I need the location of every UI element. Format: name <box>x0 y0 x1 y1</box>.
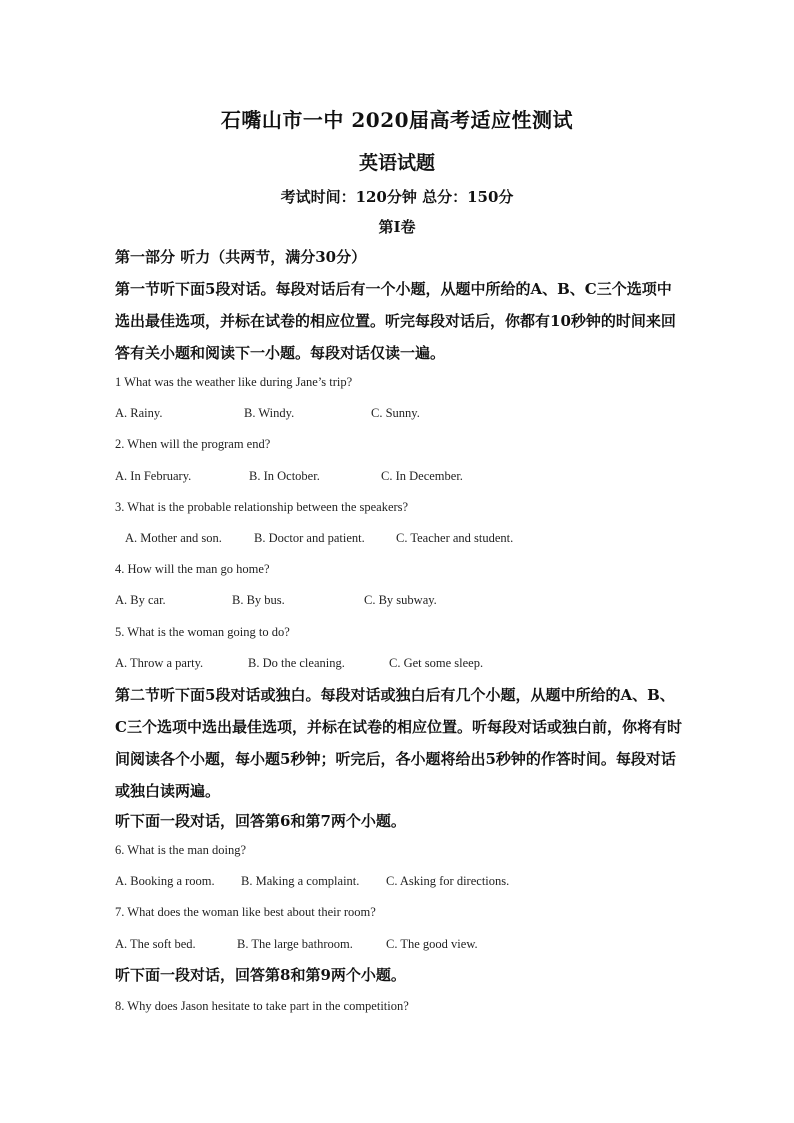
section1-instructions: 第一节听下面5段对话。每段对话后有一个小题，从题中所给的A、B、C三个选项中选出最佳选项，并标在试卷的相应位置。听完每段对话后，你都有10秒钟的时间来回答有关小题和阅读下一小题。每段对话仅读一遍。 <box>115 280 676 362</box>
question-7-option-b: B. The large bathroom. <box>237 937 353 951</box>
question-1-option-b: B. Windy. <box>244 406 295 420</box>
question-5: 5. What is the woman going to do? <box>115 625 290 639</box>
question-6-option-b: B. Making a complaint. <box>241 874 360 888</box>
dialog-8-9-instruction: 听下面一段对话，回答第8和第9两个小题。 <box>115 966 406 984</box>
question-2-option-b: B. In October. <box>249 469 320 483</box>
question-4: 4. How will the man go home? <box>115 562 270 576</box>
question-2: 2. When will the program end? <box>115 437 271 451</box>
question-4-option-a: A. By car. <box>115 593 166 607</box>
question-3: 3. What is the probable relationship between the speakers? <box>115 500 409 514</box>
question-7: 7. What does the woman like best about their room? <box>115 905 376 919</box>
question-4-option-c: C. By subway. <box>364 593 437 607</box>
question-4-option-b: B. By bus. <box>232 593 285 607</box>
dialog-6-7-instruction: 听下面一段对话，回答第6和第7两个小题。 <box>115 812 406 830</box>
question-6: 6. What is the man doing? <box>115 843 246 857</box>
question-5-option-c: C. Get some sleep. <box>389 656 484 670</box>
exam-volume: 第I卷 <box>378 218 416 236</box>
question-2-option-c: C. In December. <box>381 469 463 483</box>
question-5-option-a: A. Throw a party. <box>115 656 204 670</box>
question-6-option-a: A. Booking a room. <box>115 874 215 888</box>
question-1-option-c: C. Sunny. <box>371 406 420 420</box>
question-2-option-a: A. In February. <box>115 469 192 483</box>
section2-instructions: 第二节听下面5段对话或独白。每段对话或独白后有几个小题，从题中所给的A、B、C三个选项中选出最佳选项，并标在试卷的相应位置。听每段对话或独白前，你将有时间阅读各个小题，每小题5秒钟；听完后，各小题将给出5秒钟的作答时间。每段对话或独白读两遍。 <box>115 686 682 800</box>
question-7-option-a: A. The soft bed. <box>115 937 196 951</box>
exam-time-info: 考试时间：120分钟 总分：150分 <box>280 188 514 206</box>
question-3-option-c: C. Teacher and student. <box>396 531 514 545</box>
question-5-option-b: B. Do the cleaning. <box>248 656 345 670</box>
question-3-option-a: A. Mother and son. <box>125 531 222 545</box>
question-3-option-b: B. Doctor and patient. <box>254 531 365 545</box>
question-1: 1 What was the weather like during Jane’s trip? <box>115 375 353 389</box>
question-7-option-c: C. The good view. <box>386 937 478 951</box>
part1-heading: 第一部分 听力（共两节，满分30分） <box>115 248 367 266</box>
question-6-option-c: C. Asking for directions. <box>386 874 510 888</box>
exam-title: 石嘴山市一中 2020届高考适应性测试 <box>220 108 574 132</box>
question-8: 8. Why does Jason hesitate to take part in the competition? <box>115 999 409 1013</box>
question-1-option-a: A. Rainy. <box>115 406 163 420</box>
exam-subject: 英语试题 <box>358 152 435 174</box>
